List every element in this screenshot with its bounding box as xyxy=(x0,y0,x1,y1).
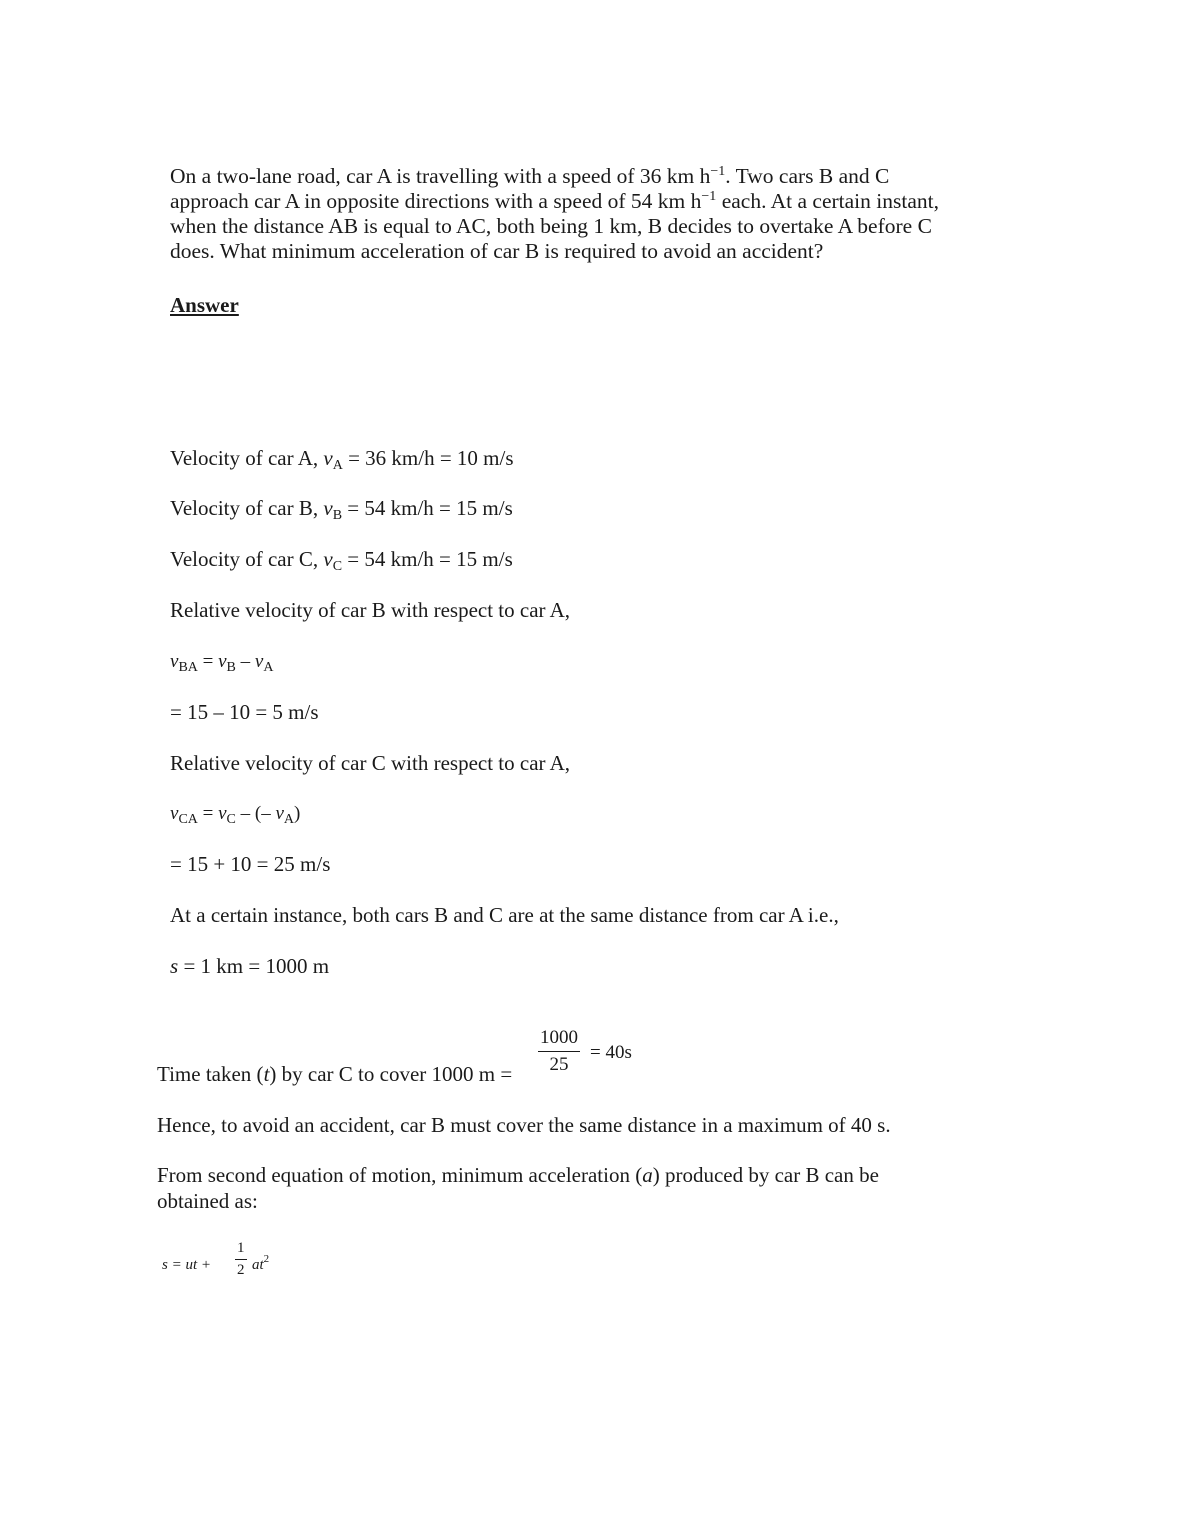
relative-ca-heading: Relative velocity of car C with respect to car A, xyxy=(170,751,571,775)
second-equation-line2: obtained as: xyxy=(157,1189,258,1213)
time-fraction-result: = 40s xyxy=(590,1042,632,1063)
relative-ba-heading: Relative velocity of car B with respect to car A, xyxy=(170,598,571,622)
relative-ca-equation: $v_{CA} = v_C$ – (– $v_A$) xyxy=(170,803,301,827)
time-text: Time taken (t) by car C to cover 1000 m = xyxy=(157,1062,513,1086)
time-fraction: $\frac{1000}{25}$ xyxy=(540,1027,578,1075)
velocity-car-c: Velocity of car C, $v_C = 54$ km/h = 15 m/s xyxy=(170,547,513,574)
answer-heading: Answer xyxy=(170,293,239,317)
hence-text: Hence, to avoid an accident, car B must cover the same distance in a maximum of 40 s. xyxy=(157,1113,891,1137)
document-page: On a two-lane road, car A is travelling with a speed of 36 km $h^{-1}$. Two cars B and C approach car A in opposite directions with a speed of 54 km $h^{-1}$ each. At a certain instant, when the distance AB is equal to AC, both being 1 km, B decides to overtake A before C does. What minimum acceleration of car B is required to avoid an accident? Answer Velocity of car A, $v_A = 36$ km/h = 10 m/s Velocity of car B, $v_B = 54$ km/h = 15 m/s Velocity of car C, $v_C = 54$ km/h = 15 m/s Relative velocity of car B with respect to car A, $v_{BA} = v_B - v_A$ = 15 – 10 = 5 m/s Relative velocity of car C with respect to car A, $v_{CA} = v_C$ – (– $v_A$) = 15 + 10 = 25 m/s At a certain instance, both cars B and C are at the same distance from car A i.e., s = 1 km = 1000 m $\frac{1000}{25}$ = 40s Time taken (t) by car C to cover 1000 m = Hence, to avoid an accident, car B must cover the same distance in a maximum of 40 s. From second equation of motion, minimum acceleration (a) produced by car B can be obtained as: s = ut + $\frac{1}{2}$ $at^2$ xyxy=(0,0,1190,1540)
formula-fraction: $\frac{1}{2}$ xyxy=(237,1240,245,1278)
relative-ba-result: = 15 – 10 = 5 m/s xyxy=(170,700,319,724)
velocity-car-a: Velocity of car A, $v_A = 36$ km/h = 10 m/s xyxy=(170,446,514,473)
distance-value: s = 1 km = 1000 m xyxy=(170,954,330,978)
velocity-car-b: Velocity of car B, $v_B = 54$ km/h = 15 m/s xyxy=(170,496,513,523)
relative-ba-equation: $v_{BA} = v_B - v_A$ xyxy=(170,651,274,675)
relative-ca-result: = 15 + 10 = 25 m/s xyxy=(170,852,331,876)
question-text: On a two-lane road, car A is travelling with a speed of 36 km $h^{-1}$. Two cars B and C approach car A in opposite directions with a speed of 54 km $h^{-1}$ each. At a certain instant, when the distance AB is equal to AC, both being 1 km, B decides to overtake A before C does. What minimum acceleration of car B is required to avoid an accident? xyxy=(170,164,939,263)
distance-text: At a certain instance, both cars B and C are at the same distance from car A i.e., xyxy=(170,903,839,927)
second-equation-line1: From second equation of motion, minimum acceleration (a) produced by car B can be xyxy=(157,1163,879,1187)
